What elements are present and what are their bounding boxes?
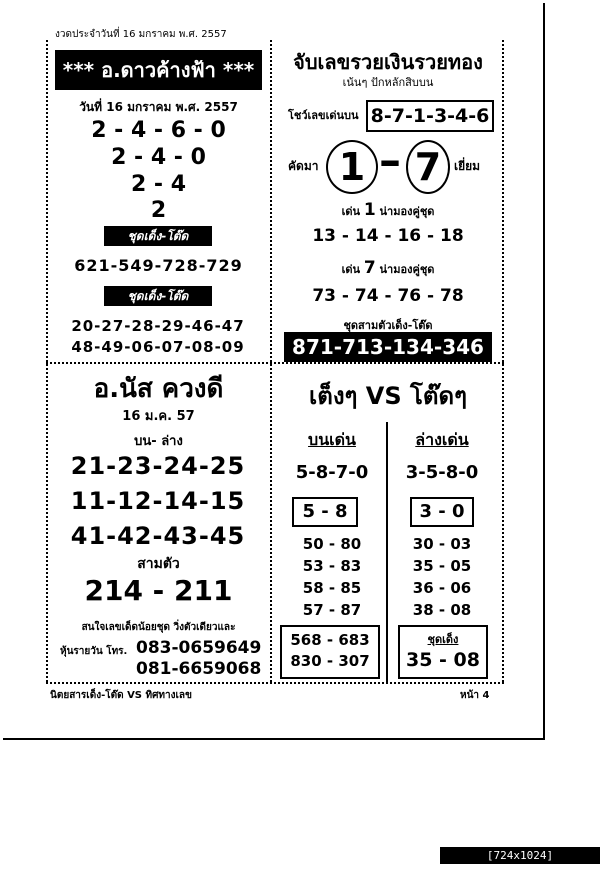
banner-title: *** อ.ดาวค้างฟ้า *** xyxy=(55,50,262,90)
bottom-border xyxy=(46,682,504,684)
upper-row-4: 57 - 87 xyxy=(302,601,362,619)
three-digit-value: 871-713-134-346 xyxy=(284,332,492,362)
number-line-2: 11-12-14-15 xyxy=(70,487,246,515)
lower-set-box xyxy=(398,625,488,679)
column-divider xyxy=(386,422,388,684)
pyramid-line-4: 2 xyxy=(150,198,167,223)
show-value-box: 8-7-1-3-4-6 xyxy=(366,100,494,132)
bar-label-2: ชุดเด็ง-โต๊ด xyxy=(104,286,212,306)
hot1-prefix: เด่น xyxy=(341,205,360,218)
left-word: คัดมา xyxy=(288,159,319,173)
digit-circle-b: 7 xyxy=(406,140,450,194)
upper-head: บนเด่น xyxy=(308,430,356,449)
upper-set-line-2: 830 - 307 xyxy=(290,652,370,670)
upper-row-2: 53 - 83 xyxy=(302,557,362,575)
footer-page: หน้า 4 xyxy=(460,690,490,701)
pyramid-line-3: 2 - 4 xyxy=(130,172,187,197)
upper-sets-box xyxy=(280,625,380,679)
upper-pair-box: 5 - 8 xyxy=(292,497,358,527)
lower-row-4: 38 - 08 xyxy=(412,601,472,619)
contact-note: สนใจเลขเด็ดน้อยชุด วิ่งตัวเดียวและ xyxy=(81,622,236,633)
hot1-caption xyxy=(278,200,498,220)
middle-divider xyxy=(46,362,504,364)
right-border xyxy=(502,40,504,682)
lower-set-value: 35 - 08 xyxy=(406,649,480,671)
right-top-title: จับเลขรวยเงินรวยทอง xyxy=(293,50,483,74)
pyramid-line-1: 2 - 4 - 6 - 0 xyxy=(91,118,226,143)
upper-row-1: 50 - 80 xyxy=(302,535,362,553)
hot2-digit: 7 xyxy=(363,258,376,278)
contact-label: หุ้นรายวัน โทร. xyxy=(60,646,128,657)
lower-row-1: 30 - 03 xyxy=(412,535,472,553)
show-label: โชว์เลขเด่นบน xyxy=(288,109,359,122)
left-bottom-date: 16 ม.ค. 57 xyxy=(122,409,195,424)
upper-set-line-1: 568 - 683 xyxy=(290,631,370,649)
hot2-numbers: 73 - 74 - 76 - 78 xyxy=(312,286,464,306)
set-numbers-2-line1: 20-27-28-29-46-47 xyxy=(71,317,245,335)
lower-pair-box: 3 - 0 xyxy=(410,497,474,527)
hot2-prefix: เด่น xyxy=(341,263,360,276)
hot1-suffix: น่ามองคู่ชุด xyxy=(379,205,435,218)
set-numbers-2-line2: 48-49-06-07-08-09 xyxy=(71,338,245,356)
updown-label: บน- ล่าง xyxy=(134,434,183,449)
lower-row-3: 36 - 06 xyxy=(412,579,472,597)
center-divider xyxy=(270,40,272,682)
lower-digits: 3-5-8-0 xyxy=(405,462,479,483)
pyramid-line-2: 2 - 4 - 0 xyxy=(111,145,206,170)
upper-digits: 5-8-7-0 xyxy=(295,462,369,483)
phone-1: 083-0659649 xyxy=(136,638,262,658)
digit-circle-a: 1 xyxy=(326,140,378,194)
hot2-caption xyxy=(278,258,498,278)
hot1-numbers: 13 - 14 - 16 - 18 xyxy=(312,226,464,246)
left-top-date: วันที่ 16 มกราคม พ.ศ. 2557 xyxy=(79,100,238,114)
footer-magazine: นิตยสารเด็ง-โต๊ด VS ทิศทางเลข xyxy=(50,690,192,701)
number-line-1: 21-23-24-25 xyxy=(70,452,246,480)
hot1-digit: 1 xyxy=(363,200,376,220)
lower-row-2: 35 - 05 xyxy=(412,557,472,575)
three-label: สามตัว xyxy=(137,556,180,572)
hot2-suffix: น่ามองคู่ชุด xyxy=(379,263,435,276)
number-line-3: 41-42-43-45 xyxy=(70,522,246,550)
phone-2: 081-6659068 xyxy=(136,659,262,679)
author-name: อ.นัส ควงดี xyxy=(93,374,224,404)
bar-label-1: ชุดเด็ง-โต๊ด xyxy=(104,226,212,246)
three-digit-label: ชุดสามตัวเด็ง-โต๊ด xyxy=(343,319,433,332)
upper-row-3: 58 - 85 xyxy=(302,579,362,597)
left-border xyxy=(46,40,48,682)
issue-date-header: งวดประจำวันที่ 16 มกราคม พ.ศ. 2557 xyxy=(55,29,227,40)
watermark: [724x1024] http://upic.me/ xyxy=(440,847,600,864)
three-value: 214 - 211 xyxy=(84,574,233,607)
set-numbers-1: 621-549-728-729 xyxy=(74,256,243,275)
right-top-subtitle: เน้นๆ ปักหลักสิบบน xyxy=(342,76,434,89)
right-word: เยี่ยม xyxy=(454,159,481,173)
lower-set-label: ชุดเด็ง xyxy=(427,633,459,646)
lower-head: ล่างเด่น xyxy=(415,430,469,449)
dash: – xyxy=(379,135,401,186)
versus-title: เต็งๆ VS โต๊ดๆ xyxy=(309,382,467,410)
